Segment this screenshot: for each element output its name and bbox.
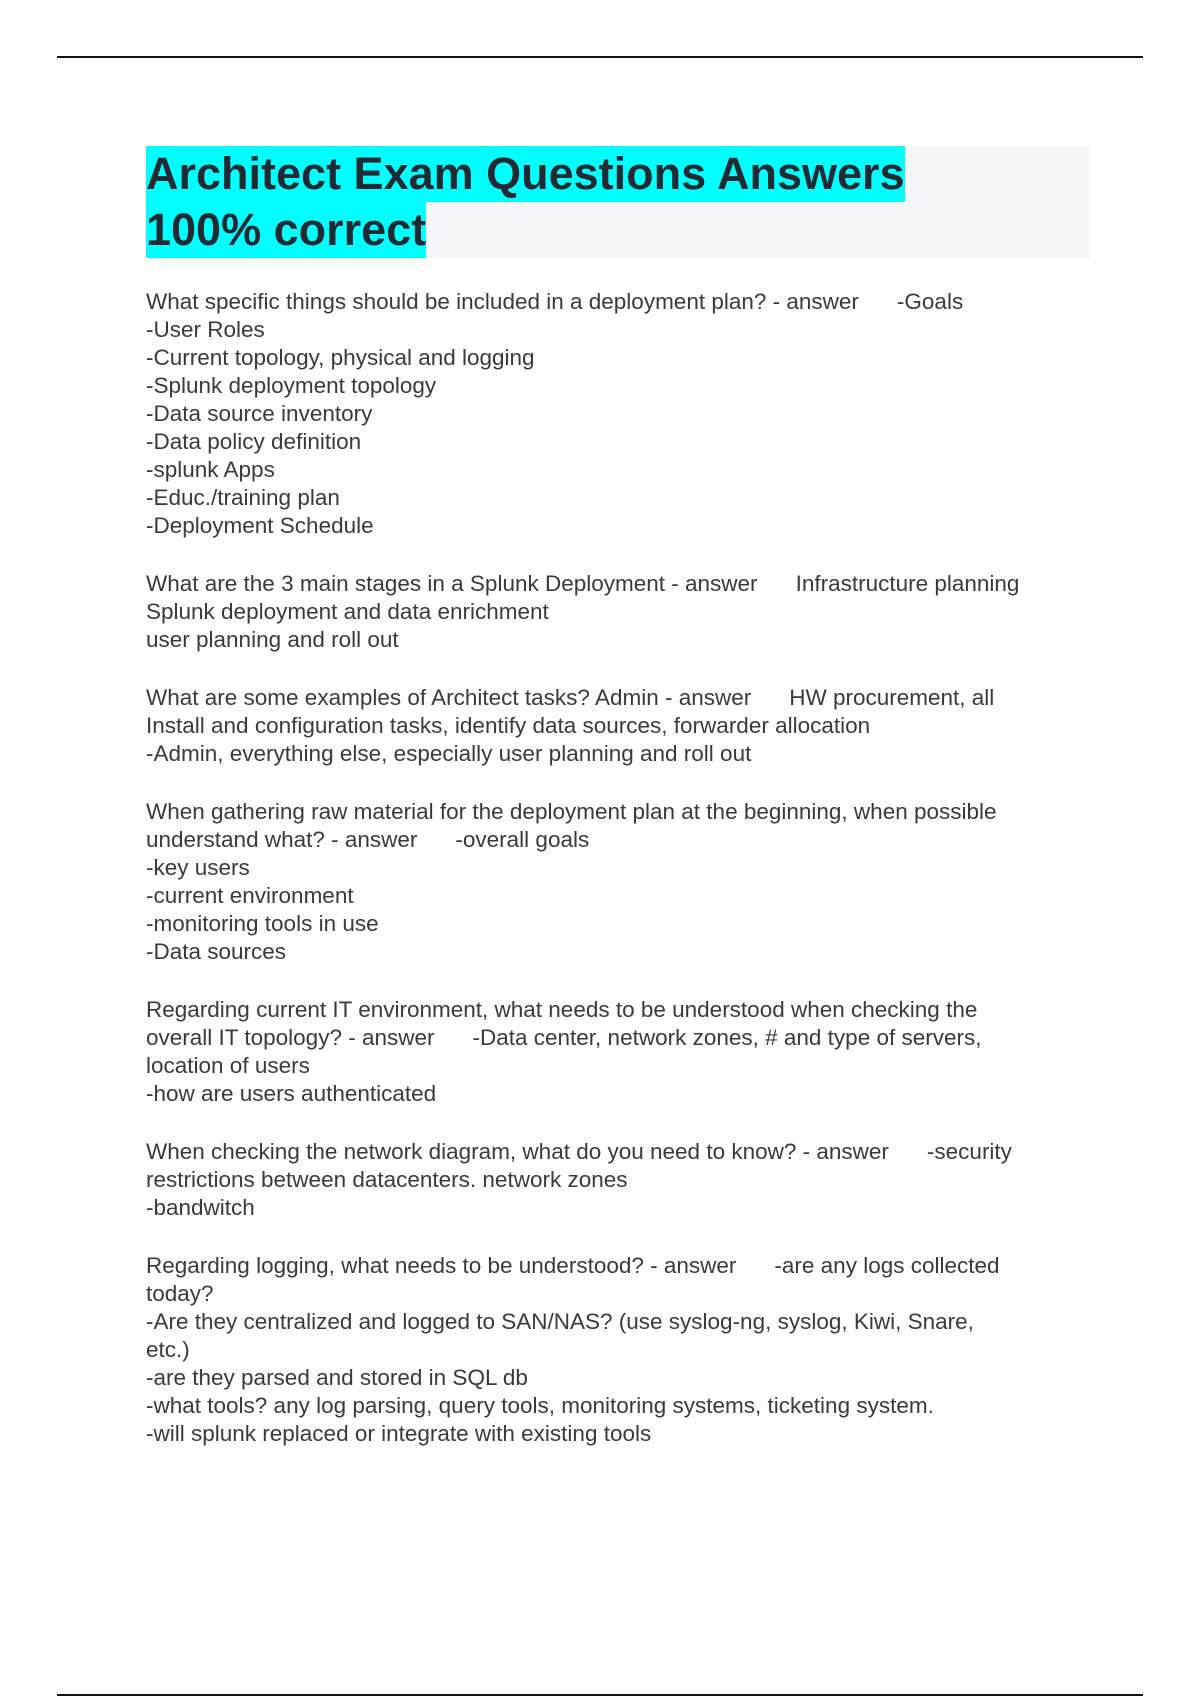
qa-answer-line: -Current topology, physical and logging xyxy=(146,345,535,370)
qa-question-line: Regarding current IT environment, what needs to be understood when checking the xyxy=(146,997,978,1022)
document-body xyxy=(146,146,1090,1478)
qa-answer-line: Install and configuration tasks, identify data sources, forwarder allocation xyxy=(146,713,871,738)
qa-answer-line: -how are users authenticated xyxy=(146,1081,437,1106)
qa-first-answer: -Data center, network zones, # and type of servers, xyxy=(472,1025,982,1050)
qa-question-line xyxy=(146,1138,1090,1166)
qa-item xyxy=(146,1138,1090,1222)
qa-question: What are some examples of Architect tasks? Admin - answer xyxy=(146,685,752,710)
qa-answer-line: -Data source inventory xyxy=(146,401,373,426)
qa-first-answer: -overall goals xyxy=(455,827,590,852)
qa-answer-line: -key users xyxy=(146,855,250,880)
qa-answer-line: -splunk Apps xyxy=(146,457,275,482)
qa-answer-line: Splunk deployment and data enrichment xyxy=(146,599,549,624)
qa-question-line xyxy=(146,1252,1090,1280)
qa-answer-line: -Splunk deployment topology xyxy=(146,373,437,398)
qa-answer-line: -will splunk replaced or integrate with existing tools xyxy=(146,1421,652,1446)
qa-question-line xyxy=(146,826,1090,854)
qa-question: understand what? - answer xyxy=(146,827,418,852)
qa-answer-line: etc.) xyxy=(146,1337,190,1362)
qa-question-line xyxy=(146,288,1090,316)
qa-item xyxy=(146,288,1090,540)
qa-answer-line: -Educ./training plan xyxy=(146,485,340,510)
qa-answer-line: -current environment xyxy=(146,883,354,908)
qa-question-line xyxy=(146,570,1090,598)
qa-answer-line: -Are they centralized and logged to SAN/NAS? (use syslog-ng, syslog, Kiwi, Snare, xyxy=(146,1309,974,1334)
qa-question: overall IT topology? - answer xyxy=(146,1025,435,1050)
document-title-line-2: 100% correct xyxy=(146,202,426,258)
qa-answer-line: location of users xyxy=(146,1053,310,1078)
qa-first-answer: -are any logs collected xyxy=(774,1253,1000,1278)
qa-first-answer: Infrastructure planning xyxy=(795,571,1020,596)
qa-first-answer: -security xyxy=(926,1139,1012,1164)
title-block xyxy=(146,146,1090,258)
qa-question: Regarding logging, what needs to be understood? - answer xyxy=(146,1253,737,1278)
qa-item xyxy=(146,1252,1090,1448)
footer-rule xyxy=(57,1694,1143,1696)
qa-question-line: When gathering raw material for the deployment plan at the beginning, when possible xyxy=(146,799,997,824)
qa-first-answer: -Goals xyxy=(896,289,964,314)
qa-answer-line: restrictions between datacenters. network zones xyxy=(146,1167,628,1192)
qa-item xyxy=(146,684,1090,768)
qa-question: What are the 3 main stages in a Splunk Deployment - answer xyxy=(146,571,758,596)
qa-answer-line: today? xyxy=(146,1281,214,1306)
qa-answer-line: -User Roles xyxy=(146,317,265,342)
document-title-line-1: Architect Exam Questions Answers xyxy=(146,146,905,202)
qa-answer-line: -Deployment Schedule xyxy=(146,513,374,538)
qa-answer-line: -Admin, everything else, especially user planning and roll out xyxy=(146,741,752,766)
qa-item xyxy=(146,996,1090,1108)
qa-question-line xyxy=(146,1024,1090,1052)
qa-item xyxy=(146,798,1090,966)
qa-answer-line: -Data sources xyxy=(146,939,287,964)
qa-answer-line: -bandwitch xyxy=(146,1195,255,1220)
qa-answer-line: -are they parsed and stored in SQL db xyxy=(146,1365,528,1390)
header-rule xyxy=(57,56,1143,58)
qa-question: When checking the network diagram, what do you need to know? - answer xyxy=(146,1139,889,1164)
qa-answer-line: -Data policy definition xyxy=(146,429,362,454)
qa-item xyxy=(146,570,1090,654)
qa-question-line xyxy=(146,684,1090,712)
qa-answer-line: user planning and roll out xyxy=(146,627,399,652)
qa-first-answer: HW procurement, all xyxy=(789,685,995,710)
qa-answer-line: -monitoring tools in use xyxy=(146,911,379,936)
qa-answer-line: -what tools? any log parsing, query tools, monitoring systems, ticketing system. xyxy=(146,1393,934,1418)
qa-question: What specific things should be included in a deployment plan? - answer xyxy=(146,289,859,314)
